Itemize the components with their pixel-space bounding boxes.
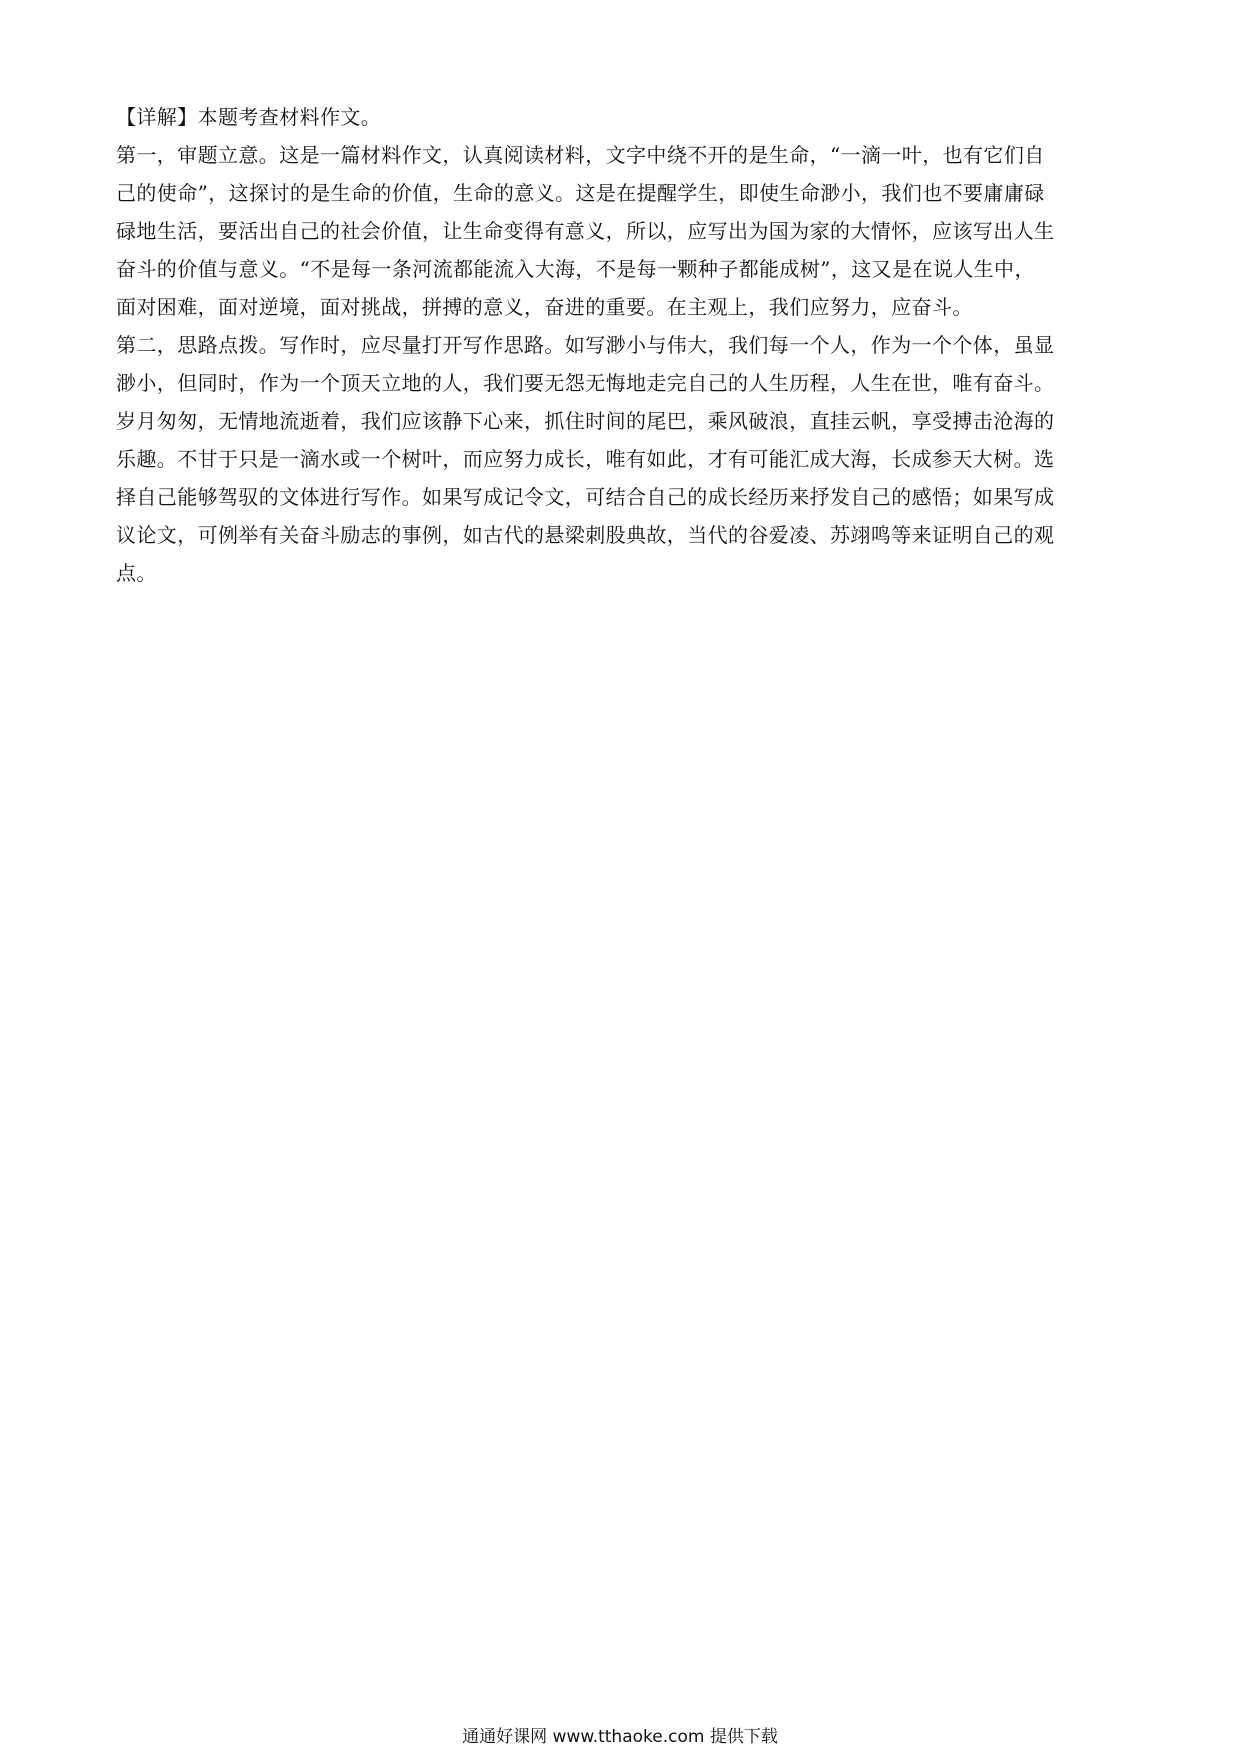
paragraph-line: 乐趣。不甘于只是一滴水或一个树叶，而应努力成长，唯有如此，才有可能汇成大海，长成参天大树。选	[116, 447, 1055, 471]
document-body	[116, 98, 1128, 592]
answer-heading: 【详解】本题考查材料作文。	[116, 105, 382, 129]
paragraph-approach	[116, 326, 1128, 592]
paragraph-line: 点。	[116, 561, 157, 585]
paragraph-theme	[116, 136, 1128, 326]
paragraph-line: 面对困难，面对逆境，面对挑战，拼搏的意义，奋进的重要。在主观上，我们应努力，应奋斗。	[116, 295, 973, 319]
paragraph-line: 碌地生活，要活出自己的社会价值，让生命变得有意义，所以，应写出为国为家的大情怀，应该写出人生	[116, 219, 1055, 243]
paragraph-line: 第一，审题立意。这是一篇材料作文，认真阅读材料，文字中绕不开的是生命，“一滴一叶，也有它们自	[116, 143, 1045, 167]
paragraph-line: 岁月匆匆，无情地流逝着，我们应该静下心来，抓住时间的尾巴，乘风破浪，直挂云帆，享受搏击沧海的	[116, 409, 1055, 433]
footer-watermark: 通通好课网 www.tthaoke.com 提供下载	[462, 1727, 778, 1747]
paragraph-line: 渺小，但同时，作为一个顶天立地的人，我们要无怨无悔地走完自己的人生历程，人生在世，唯有奋斗。	[116, 371, 1055, 395]
paragraph-line: 择自己能够驾驭的文体进行写作。如果写成记令文，可结合自己的成长经历来抒发自己的感悟；如果写成	[116, 485, 1055, 509]
paragraph-line: 议论文，可例举有关奋斗励志的事例，如古代的悬梁刺股典故，当代的谷爱凌、苏翊鸣等来证明自己的观	[116, 523, 1055, 547]
paragraph-line: 奋斗的价值与意义。“不是每一条河流都能流入大海，不是每一颗种子都能成树”，这又是在说人生中，	[116, 257, 1035, 281]
paragraph-line: 己的使命”，这探讨的是生命的价值，生命的意义。这是在提醒学生，即使生命渺小，我们也不要庸庸碌	[116, 181, 1045, 205]
paragraph-line: 第二，思路点拨。写作时，应尽量打开写作思路。如写渺小与伟大，我们每一个人，作为一个个体，虽显	[116, 333, 1055, 357]
